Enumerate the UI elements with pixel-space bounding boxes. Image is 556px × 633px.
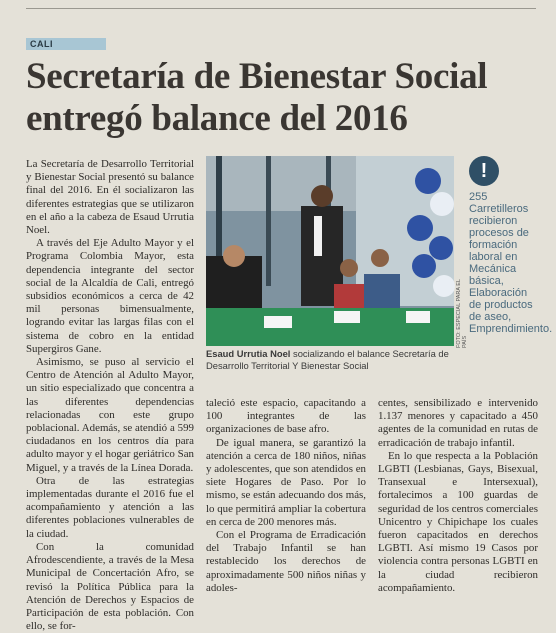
column-1 [26,158,194,633]
paragraph: centes, sensibilizado e intervenido 1.137 menores y capacitado a 450 agentes de la comunidad en rutas de erradicación de trabajo infantil. [378,397,538,449]
top-rule [26,8,536,9]
paragraph: De igual manera, se garantizó la atención a cerca de 180 niños, niñas y adolescentes, que son atendidos en siete Hogares de Paso. Por lo mismo, se están adecuando dos más, lo que permitirá ampliar la cobertura en cerca de 200 menores más. [206,436,366,528]
news-photo [206,156,454,346]
paragraph: La Secretaría de Desarrollo Territorial y Bienestar Social presentó su balance final del 2016. En él socializaron las diferentes estrategias que se utilizaron en el año a la cabeza de Esaud Urrutia Noel. [26,158,194,237]
paragraph: En lo que respecta a la Población LGBTI (Lesbianas, Gays, Bisexual, Transexual e Intersexual), fortalecimos a 100 guardas de seguridad de los centros comerciales Unicentro y Chipichape los cuales fueron capacitados en derechos LGBTI. Así mismo 19 Casos por violencia contra personas LGBTI en la ciudad recibieron acompañamiento. [378,449,538,594]
photo-caption [206,348,456,372]
section-label: CALI [26,38,106,50]
exclamation-icon: ! [469,156,499,186]
caption-text: socializando el balance Secretaría de Desarrollo Territorial Y Bienestar Social [206,348,449,371]
column-3 [378,397,538,595]
paragraph: Otra de las estrategias implementadas durante el 2016 fue el acompañamiento y atención a las diferentes poblaciones vulnerables de la ciudad. [26,474,194,540]
paragraph: Con la comunidad Afrodescendiente, a través de la Mesa Municipal de Concertación Afro, se revisó la Política Pública para la Atención de Derechos y Espacios de Participación de esta población. Con ello, se for- [26,540,194,633]
paragraph: taleció este espacio, capacitando a 100 integrantes de las organizaciones de base afro. [206,397,366,436]
photo-credit: FOTO: ESPECIAL PARA EL PAÍS [456,279,468,348]
column-2 [206,397,366,595]
paragraph: A través del Eje Adulto Mayor y el Programa Colombia Mayor, esta dependencia integrante del sector social de la Alcaldía de Cali, entregó subsidios económicos a cerca de 42 mil personas bimensualmente, logrando evitar las largas filas con el sistema de cobro en la entidad Supergiros Gane. [26,237,194,355]
headline: Secretaría de Bienestar Social entregó balance del 2016 [26,56,488,139]
paragraph: Con el Programa de Erradicación del Trabajo Infantil se han restablecido los derechos de aproximadamente 500 niños niñas y adoles- [206,529,366,594]
paragraph: Asimismo, se puso al servicio el Centro de Atención al Adulto Mayor, un sitio especializado que concentra a las diferentes dependencias relacionadas con este grupo poblacional. Además, se atendió a 599 ciudadanos en los centros día para adulto mayor y el hogar geriátrico San Miguel, y a través de la Línea Dorada. [26,356,194,474]
caption-name: Esaud Urrutia Noel [206,348,291,359]
sidebar-fact: 255 Carretilleros recibieron procesos de formación laboral en Mecánica básica, Elaboración de productos de aseo, Emprendimiento. [469,191,553,335]
news-photo-image [206,156,454,346]
